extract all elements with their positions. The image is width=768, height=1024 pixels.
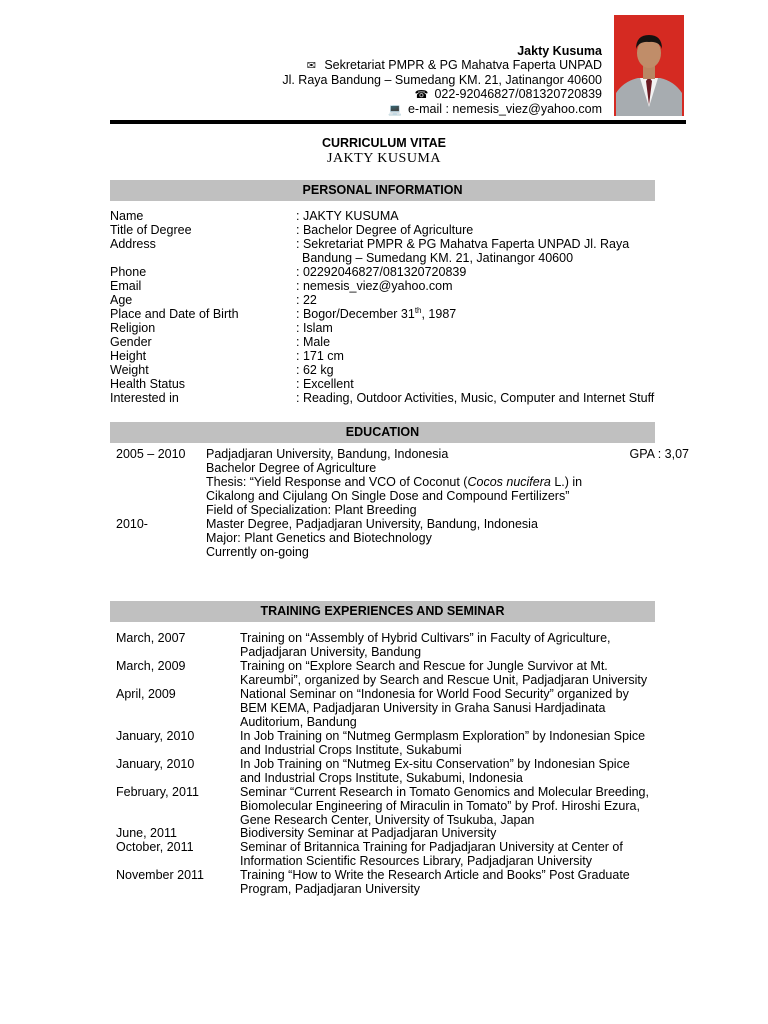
personal-value-degree: : Bachelor Degree of Agriculture <box>296 223 474 237</box>
personal-label-address: Address <box>110 237 156 251</box>
education-major: Major: Plant Genetics and Biotechnology <box>206 531 432 545</box>
education-years-master: 2010- <box>116 517 148 531</box>
personal-value-email: : nemesis_viez@yahoo.com <box>296 279 453 293</box>
training-date: March, 2009 <box>116 659 186 673</box>
personal-label-interests: Interested in <box>110 391 179 405</box>
training-desc-line: Biomolecular Engineering of Miraculin in Tomato” by Prof. Hiroshi Ezura, <box>240 799 640 813</box>
personal-value-address-line2: Bandung – Sumedang KM. 21, Jatinangor 40600 <box>302 251 574 265</box>
training-desc-line: and Industrial Crops Institute, Sukabumi <box>240 743 462 757</box>
section-personal-information: PERSONAL INFORMATION <box>110 180 655 201</box>
personal-value-interests: : Reading, Outdoor Activities, Music, Computer and Internet Stuff <box>296 391 655 405</box>
personal-value-name: : JAKTY KUSUMA <box>296 209 399 223</box>
personal-label-birth: Place and Date of Birth <box>110 307 239 321</box>
profile-photo <box>614 15 684 116</box>
personal-label-height: Height <box>110 349 147 363</box>
header-address-line2: Jl. Raya Bandung – Sumedang KM. 21, Jatinangor 40600 <box>282 73 602 87</box>
personal-label-age: Age <box>110 293 133 307</box>
training-date: June, 2011 <box>116 826 177 840</box>
education-institution-bachelor: Padjadjaran University, Bandung, Indonesia <box>206 447 449 461</box>
personal-label-email: Email <box>110 279 142 293</box>
training-date: April, 2009 <box>116 687 176 701</box>
training-date: March, 2007 <box>116 631 186 645</box>
education-specialization: Field of Specialization: Plant Breeding <box>206 503 417 517</box>
personal-label-health: Health Status <box>110 377 186 391</box>
section-training: TRAINING EXPERIENCES AND SEMINAR <box>110 601 655 622</box>
personal-label-gender: Gender <box>110 335 152 349</box>
education-years-bachelor: 2005 – 2010 <box>116 447 186 461</box>
training-desc-line: Padjadjaran University, Bandung <box>240 645 422 659</box>
training-desc-line: Auditorium, Bandung <box>240 715 357 729</box>
training-desc-line: Information Scientific Resources Library, Padjadjaran University <box>240 854 593 868</box>
training-desc-line: BEM KEMA, Padjadjaran University in Graha Sanusi Hardjadinata <box>240 701 606 715</box>
training-date: October, 2011 <box>116 840 194 854</box>
envelope-icon: ✉ <box>306 60 316 72</box>
header-address-line1: ✉ Sekretariat PMPR & PG Mahatva Faperta UNPAD <box>282 58 602 73</box>
education-degree-bachelor: Bachelor Degree of Agriculture <box>206 461 377 475</box>
education-gpa: GPA : 3,07 <box>629 447 689 461</box>
personal-value-age: : 22 <box>296 293 317 307</box>
training-desc-line: In Job Training on “Nutmeg Germplasm Exploration” by Indonesian Spice <box>240 729 646 743</box>
personal-label-phone: Phone <box>110 265 147 279</box>
training-desc-line: and Industrial Crops Institute, Sukabumi, Indonesia <box>240 771 523 785</box>
training-desc-line: Biodiversity Seminar at Padjadjaran University <box>240 826 497 840</box>
personal-value-birth: : Bogor/December 31th, 1987 <box>296 305 457 321</box>
training-date: November 2011 <box>116 868 205 882</box>
education-institution-master: Master Degree, Padjadjaran University, Bandung, Indonesia <box>206 517 538 531</box>
personal-label-degree: Title of Degree <box>110 223 192 237</box>
personal-value-religion: : Islam <box>296 321 333 335</box>
personal-value-phone: : 02292046827/081320720839 <box>296 265 467 279</box>
training-desc-line: In Job Training on “Nutmeg Ex-situ Conservation” by Indonesian Spice <box>240 757 630 771</box>
training-date: February, 2011 <box>116 785 199 799</box>
header-name: Jakty Kusuma <box>517 44 602 58</box>
training-desc-line: Training on “Assembly of Hybrid Cultivars” in Faculty of Agriculture, <box>240 631 611 645</box>
training-desc-line: Seminar of Britannica Training for Padjadjaran University at Center of <box>240 840 623 854</box>
computer-icon: 💻 <box>388 104 402 116</box>
profile-photo-illustration <box>614 15 684 116</box>
personal-value-height: : 171 cm <box>296 349 344 363</box>
training-desc-line: National Seminar on “Indonesia for World Food Security” organized by <box>240 687 629 701</box>
training-date: January, 2010 <box>116 729 195 743</box>
training-desc-line: Gene Research Center, University of Tsukuba, Japan <box>240 813 535 827</box>
education-status: Currently on-going <box>206 545 309 559</box>
training-desc-line: Training on “Explore Search and Rescue for Jungle Survivor at Mt. <box>240 659 608 673</box>
training-desc-line: Kareumbi”, organized by Search and Rescue Unit, Padjadjaran University <box>240 673 648 687</box>
personal-label-weight: Weight <box>110 363 149 377</box>
section-education: EDUCATION <box>110 422 655 443</box>
personal-label-name: Name <box>110 209 144 223</box>
training-desc-line: Program, Padjadjaran University <box>240 882 420 896</box>
education-thesis-line2: Cikalong and Cijulang On Single Dose and Compound Fertilizers” <box>206 489 570 503</box>
header-phone: ☎ 022-92046827/081320720839 <box>414 87 602 101</box>
personal-value-weight: : 62 kg <box>296 363 334 377</box>
personal-value-health: : Excellent <box>296 377 354 391</box>
contact-header <box>282 44 602 117</box>
header-divider <box>110 120 686 124</box>
education-thesis: Thesis: “Yield Response and VCO of Coconut (Cocos nucifera L.) in <box>206 475 583 489</box>
personal-label-religion: Religion <box>110 321 156 335</box>
training-desc-line: Training “How to Write the Research Article and Books” Post Graduate <box>240 868 630 882</box>
training-date: January, 2010 <box>116 757 195 771</box>
cv-title: CURRICULUM VITAE <box>321 136 447 150</box>
personal-value-gender: : Male <box>296 335 331 349</box>
header-email: 💻 e-mail : nemesis_viez@yahoo.com <box>388 102 602 116</box>
cv-name: JAKTY KUSUMA <box>327 151 441 166</box>
training-desc-line: Seminar “Current Research in Tomato Genomics and Molecular Breeding, <box>240 785 649 799</box>
telephone-icon: ☎ <box>414 89 429 101</box>
personal-value-address: : Sekretariat PMPR & PG Mahatva Faperta UNPAD Jl. Raya <box>296 237 630 251</box>
